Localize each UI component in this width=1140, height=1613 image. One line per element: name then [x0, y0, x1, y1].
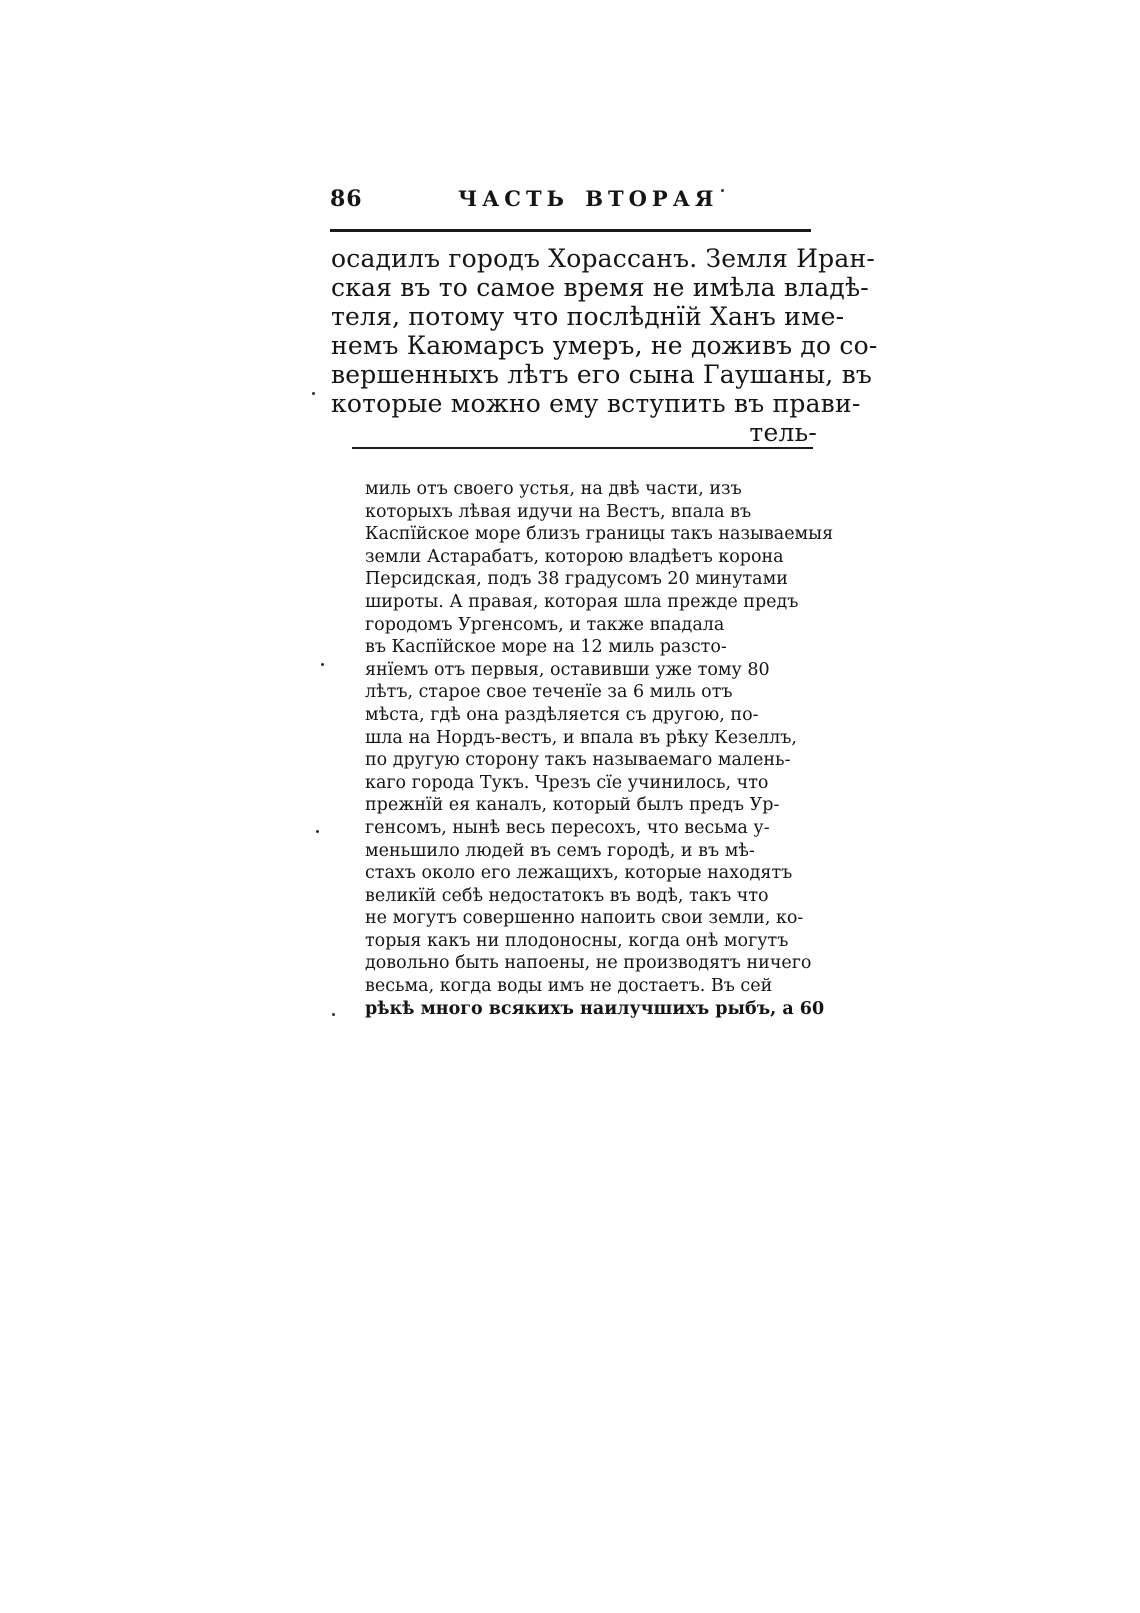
- footnote-line: весьма, когда воды имъ не достаетъ. Въ сей: [365, 976, 773, 997]
- footnote-line: въ Каспїйское море на 12 миль разсто-: [365, 637, 727, 658]
- footnote-line: которыхъ лѣвая идучи на Вестъ, впала въ: [365, 501, 752, 522]
- footnote-line: Персидская, подъ 38 градусомъ 20 минутами: [365, 569, 788, 590]
- running-head: [330, 186, 810, 216]
- footnote-line: янїемъ отъ первыя, оставивши уже тому 80: [365, 659, 770, 680]
- footnote-line: Каспїйское море близъ границы такъ называемыя: [365, 524, 834, 545]
- header-rule: [330, 229, 811, 232]
- footnote-text-block: [365, 478, 834, 1020]
- main-text-line: немъ Каюмарсъ умеръ, не доживъ до со-: [331, 331, 878, 360]
- footnote-line: шла на Нордъ-вестъ, и впала въ рѣку Кезеллъ,: [365, 727, 797, 748]
- footnote-line: по другую сторону такъ называемаго малень-: [365, 750, 791, 771]
- ink-speck: [312, 392, 315, 395]
- page-number: 86: [330, 186, 363, 212]
- main-text-line: теля, потому что послѣднїй Ханъ име-: [331, 302, 845, 331]
- footnote-line: стахъ около его лежащихъ, которые находятъ: [365, 863, 793, 884]
- footnote-line: рѣкѣ много всякихъ наилучшихъ рыбъ, а 60: [365, 998, 825, 1019]
- catchword: тель-: [749, 418, 817, 447]
- footnote-line: лѣтъ, старое свое теченїе за 6 миль отъ: [365, 682, 733, 703]
- main-text-line: осадилъ городъ Хорассанъ. Земля Иран-: [331, 244, 875, 273]
- footnote-line: не могутъ совершенно напоить свои земли, ко-: [365, 908, 804, 929]
- footnote-line: земли Астарабатъ, которою владѣетъ корона: [365, 546, 784, 567]
- footnote-line: меньшило людей въ семъ городѣ, и въ мѣ-: [365, 840, 755, 861]
- footnote-line: прежнїй ея каналъ, который былъ предъ Ур-: [365, 795, 780, 816]
- footnote-line: великїй себѣ недостатокъ въ водѣ, такъ что: [365, 885, 769, 906]
- footnote-line: довольно быть напоены, не производятъ ничего: [365, 953, 812, 974]
- ink-speck: [316, 830, 319, 833]
- ink-speck: [721, 189, 724, 192]
- footnote-rule: [352, 447, 813, 449]
- footnote-line: генсомъ, нынѣ весь пересохъ, что весьма у-: [365, 817, 770, 838]
- footnote-line: городомъ Ургенсомъ, и также впадала: [365, 614, 725, 635]
- footnote-line: широты. А правая, которая шла прежде предъ: [365, 591, 799, 612]
- ink-speck: [321, 663, 324, 666]
- main-text-line: вершенныхъ лѣтъ его сына Гаушаны, въ: [331, 360, 872, 389]
- footnote-line: торыя какъ ни плодоносны, когда онѣ могутъ: [365, 930, 789, 951]
- footnote-line: каго города Тукъ. Чрезъ сїе учинилось, что: [365, 772, 769, 793]
- footnote-line: миль отъ своего устья, на двѣ части, изъ: [365, 479, 742, 499]
- main-text-line: которые можно ему вступить въ прави-: [331, 389, 861, 418]
- ink-speck: [332, 1013, 335, 1016]
- main-text-line: ская въ то самое время не имѣла владѣ-: [331, 273, 869, 302]
- running-title: ЧАСТЬ ВТОРАЯ: [458, 186, 719, 211]
- footnote-line: мѣста, гдѣ она раздѣляется съ другою, по-: [365, 704, 759, 725]
- main-text-block: [331, 244, 878, 447]
